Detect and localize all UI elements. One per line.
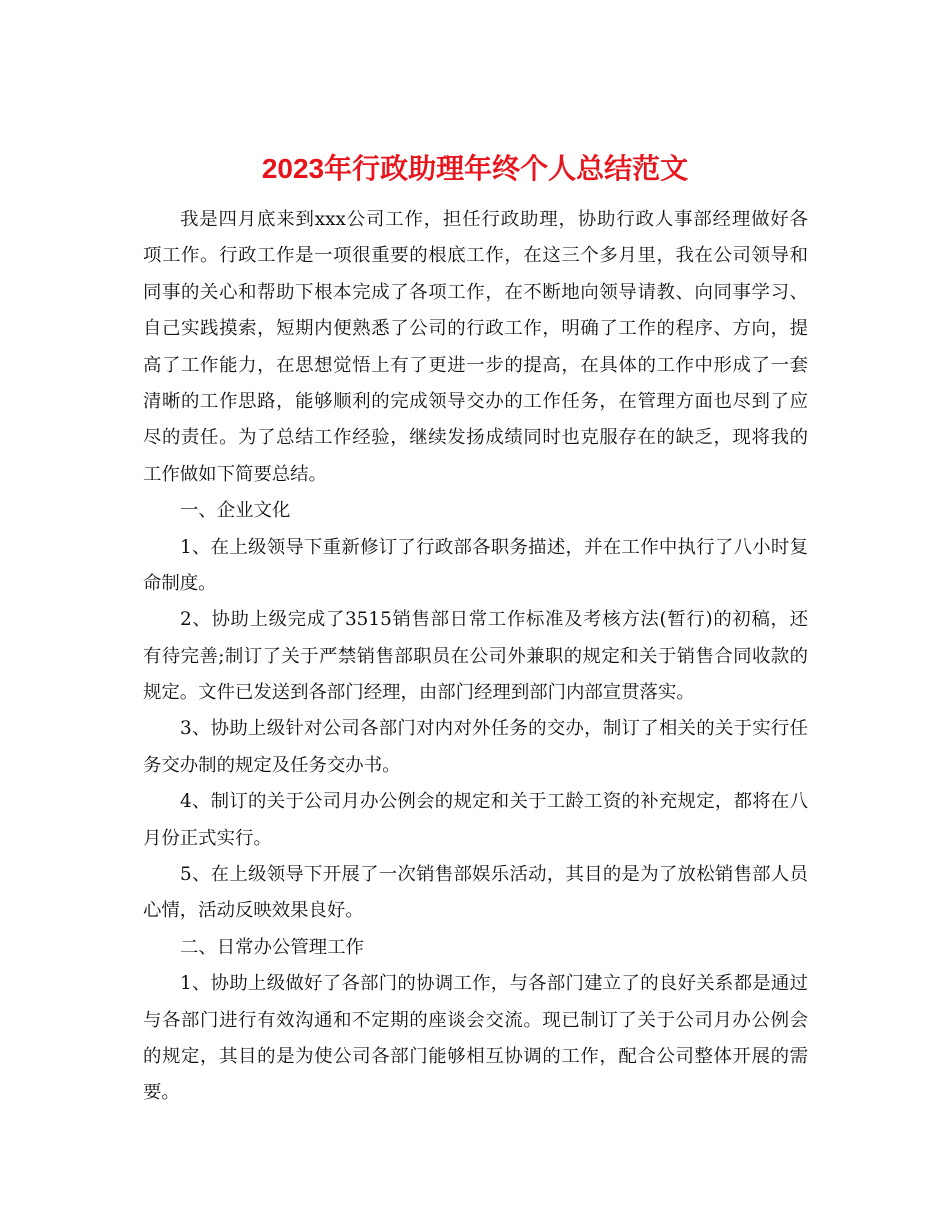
text-line: 一、企业文化 bbox=[180, 500, 291, 522]
text-line: 有待完善;制订了关于严禁销售部职员在公司外兼职的规定和关于销售合同收款的 bbox=[143, 645, 808, 667]
text-line: 我是四月底来到xxx公司工作，担任行政助理，协助行政人事部经理做好各 bbox=[180, 209, 808, 230]
document-body bbox=[143, 202, 808, 1112]
text-line: 命制度。 bbox=[143, 572, 217, 594]
text-line: 心情，活动反映效果良好。 bbox=[143, 900, 364, 922]
text-line: 1、在上级领导下重新修订了行政部各职务描述，并在工作中执行了八小时复 bbox=[180, 536, 808, 558]
text-line: 务交办制的规定及任务交办书。 bbox=[143, 754, 401, 776]
text-line: 3、协助上级针对公司各部门对内对外任务的交办，制订了相关的关于实行任 bbox=[180, 718, 808, 740]
text-line: 4、制订的关于公司月办公例会的规定和关于工龄工资的补充规定，都将在八 bbox=[180, 791, 808, 813]
text-line: 2、协助上级完成了3515销售部日常工作标准及考核方法(暂行)的初稿，还 bbox=[180, 609, 808, 631]
paragraph bbox=[143, 784, 808, 857]
text-line: 自己实践摸索，短期内便熟悉了公司的行政工作，明确了工作的程序、方向，提 bbox=[143, 318, 808, 340]
text-line: 1、协助上级做好了各部门的协调工作，与各部门建立了的良好关系都是通过 bbox=[180, 973, 808, 995]
text-line: 高了工作能力，在思想觉悟上有了更进一步的提高，在具体的工作中形成了一套 bbox=[143, 354, 808, 376]
paragraph bbox=[143, 202, 808, 493]
paragraph bbox=[143, 930, 808, 966]
text-line: 与各部门进行有效沟通和不定期的座谈会交流。现已制订了关于公司月办公例会 bbox=[143, 1009, 808, 1031]
text-line: 工作做如下简要总结。 bbox=[143, 463, 327, 485]
text-line: 尽的责任。为了总结工作经验，继续发扬成绩同时也克服存在的缺乏，现将我的 bbox=[143, 427, 808, 449]
document-title: 2023年行政助理年终个人总结范文 bbox=[261, 152, 689, 184]
text-line: 的规定，其目的是为使公司各部门能够相互协调的工作，配合公司整体开展的需 bbox=[143, 1045, 808, 1067]
text-line: 月份正式实行。 bbox=[143, 827, 272, 849]
text-line: 同事的关心和帮助下根本完成了各项工作，在不断地向领导请教、向同事学习、 bbox=[143, 281, 808, 303]
text-line: 规定。文件已发送到各部门经理，由部门经理到部门内部宣贯落实。 bbox=[143, 682, 695, 704]
paragraph bbox=[143, 711, 808, 784]
paragraph bbox=[143, 530, 808, 603]
paragraph bbox=[143, 966, 808, 1112]
text-line: 5、在上级领导下开展了一次销售部娱乐活动，其目的是为了放松销售部人员 bbox=[180, 864, 808, 886]
paragraph bbox=[143, 857, 808, 930]
text-line: 二、日常办公管理工作 bbox=[180, 936, 364, 958]
text-line: 要。 bbox=[143, 1082, 180, 1104]
paragraph bbox=[143, 493, 808, 529]
paragraph bbox=[143, 602, 808, 711]
text-line: 项工作。行政工作是一项很重要的根底工作，在这三个多月里，我在公司领导和 bbox=[143, 245, 808, 267]
text-line: 清晰的工作思路，能够顺利的完成领导交办的工作任务，在管理方面也尽到了应 bbox=[143, 390, 808, 412]
